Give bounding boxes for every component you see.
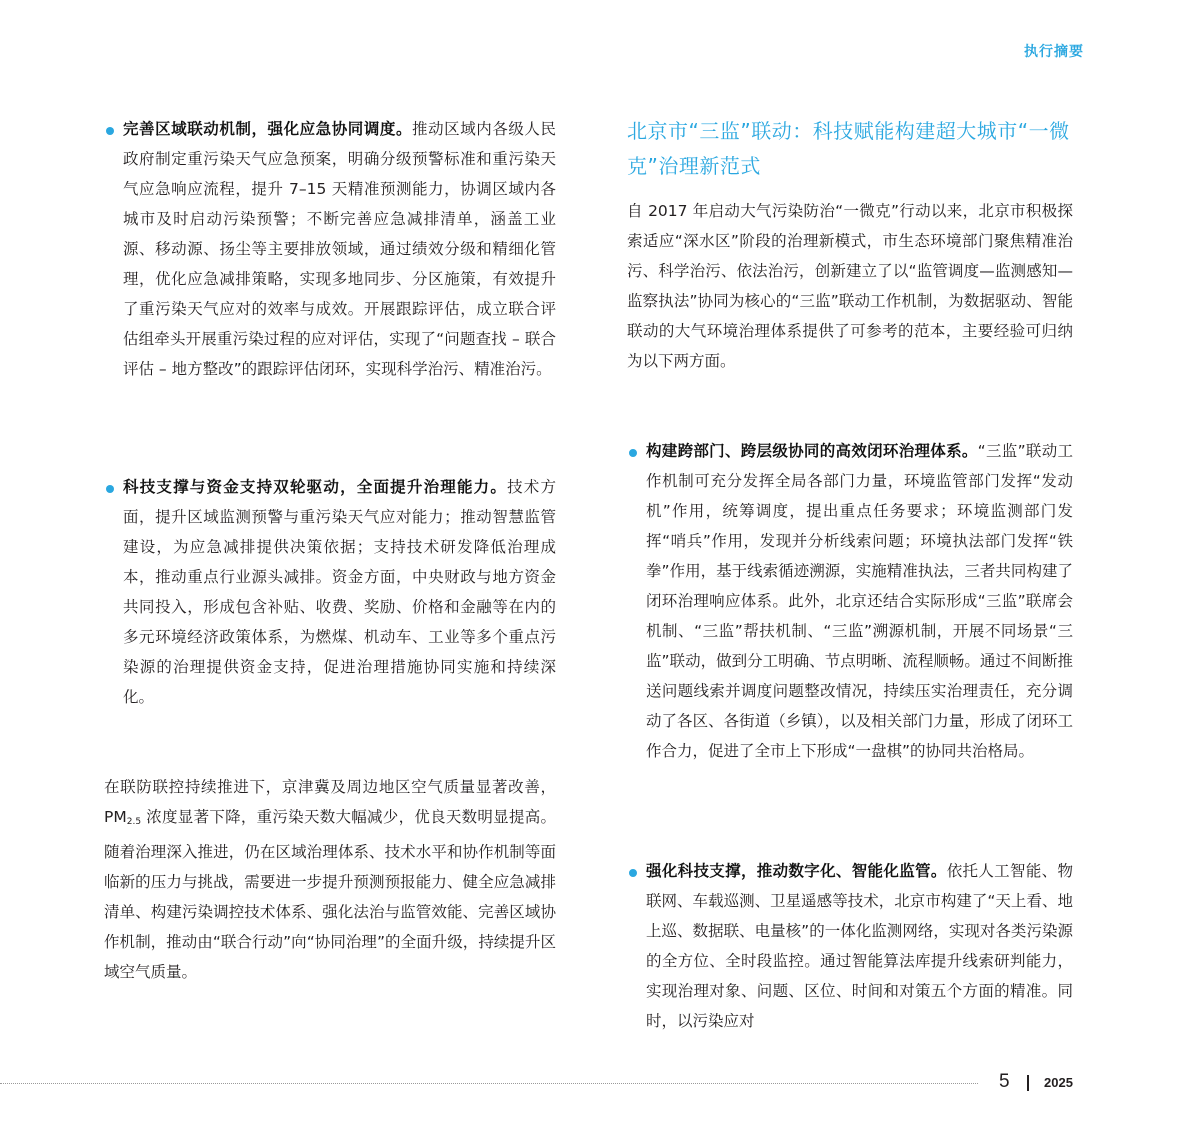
bullet-text [646,856,1073,1036]
bullet-heading: 完善区域联动机制，强化应急协同调度。 [123,120,413,138]
bullet-heading: 强化科技支撑，推动数字化、智能化监管。 [646,862,947,880]
page-number: 5 [999,1071,1010,1092]
bullet-body: 推动区域内各级人民政府制定重污染天气应急预案，明确分级预警标准和重污染天气应急响应流程，提升 7–15 天精准预测能力，协调区域内各城市及时启动污染预警；不断完善应急减排清单，涵盖工业源、移动源、扬尘等主要排放领域，通过绩效分级和精细化管理，优化应急减排策略，实现多地同步、分区施策，有效提升了重污染天气应对的效率与成效。开展跟踪评估，成立联合评估组牵头开展重污染过程的应对评估，实现了“问题查找 – 联合评估 – 地方整改”的跟踪评估闭环，实现科学治污、精准治污。 [123,120,556,378]
bullet-heading: 构建跨部门、跨层级协同的高效闭环治理体系。 [646,442,978,460]
left-bullet-2 [104,472,556,712]
case-study-title: 北京市“三监”联动：科技赋能构建超大城市“一微克”治理新范式 [627,119,1070,178]
closing-paragraph [104,772,556,987]
right-bullet-2 [627,856,1073,1036]
bullet-dot-icon [629,449,637,457]
closing-text-after: 浓度显著下降，重污染天数大幅减少，优良天数明显提高。随着治理深入推进，仍在区域治理体系、技术水平和协作机制等面临新的压力与挑战，需要进一步提升预测预报能力、健全应急减排清单、构建污染调控技术体系、强化法治与监管效能、完善区域协作机制，推动由“联合行动”向“协同治理”的全面升级，持续提升区域空气质量。 [104,808,556,981]
bullet-body: “三监”联动工作机制可充分发挥全局各部门力量，环境监管部门发挥“发动机”作用，统筹调度，提出重点任务要求；环境监测部门发挥“哨兵”作用，发现并分析线索问题；环境执法部门发挥“铁拳”作用，基于线索循迹溯源，实施精准执法，三者共同构建了闭环治理响应体系。此外，北京还结合实际形成“三监”联席会机制、“三监”帮扶机制、“三监”溯源机制，开展不同场景“三监”联动，做到分工明确、节点明晰、流程顺畅。通过不间断推送问题线索并调度问题整改情况，持续压实治理责任，充分调动了各区、各街道（乡镇），以及相关部门力量，形成了闭环工作合力，促进了全市上下形成“一盘棋”的协同共治格局。 [646,442,1073,760]
bullet-body: 技术方面，提升区域监测预警与重污染天气应对能力；推动智慧监管建设，为应急减排提供决策依据；支持技术研发降低治理成本，推动重点行业源头减排。资金方面，中央财政与地方资金共同投入，形成包含补贴、收费、奖励、价格和金融等在内的多元环境经济政策体系，为燃煤、机动车、工业等多个重点污染源的治理提供资金支持，促进治理措施协同实施和持续深化。 [123,478,556,706]
closing-text-before: 在联防联控持续推进下，京津冀及周边地区空气质量显著改善，PM [104,778,556,826]
bullet-dot-icon [106,127,114,135]
bullet-dot-icon [629,869,637,877]
section-tag: 执行摘要 [1024,44,1084,60]
footer-divider [0,1083,978,1084]
right-bullet-1 [627,436,1073,766]
bullet-text [123,114,556,384]
bullet-heading: 科技支撑与资金支持双轮驱动，全面提升治理能力。 [123,478,508,496]
bullet-text [123,472,556,712]
pm-subscript: 2.5 [126,817,142,827]
bullet-dot-icon [106,485,114,493]
bullet-body: 依托人工智能、物联网、车载巡测、卫星遥感等技术，北京市构建了“天上看、地上巡、数据联、电量核”的一体化监测网络，实现对各类污染源的全方位、全时段监控。通过智能算法库提升线索研判能力，实现治理对象、问题、区位、时间和对策五个方面的精准。同时，以污染应对 [646,862,1073,1030]
report-year: 2025 [1044,1075,1073,1090]
bullet-text [646,436,1073,766]
case-intro-paragraph: 自 2017 年启动大气污染防治“一微克”行动以来，北京市积极探索适应“深水区”阶段的治理新模式，市生态环境部门聚焦精准治污、科学治污、依法治污，创新建立了以“监管调度—监测感知—监察执法”协同为核心的“三监”联动工作机制，为数据驱动、智能联动的大气环境治理体系提供了可参考的范本，主要经验可归纳为以下两方面。 [627,202,1073,370]
page-separator [1027,1075,1029,1091]
left-bullet-1 [104,114,556,384]
